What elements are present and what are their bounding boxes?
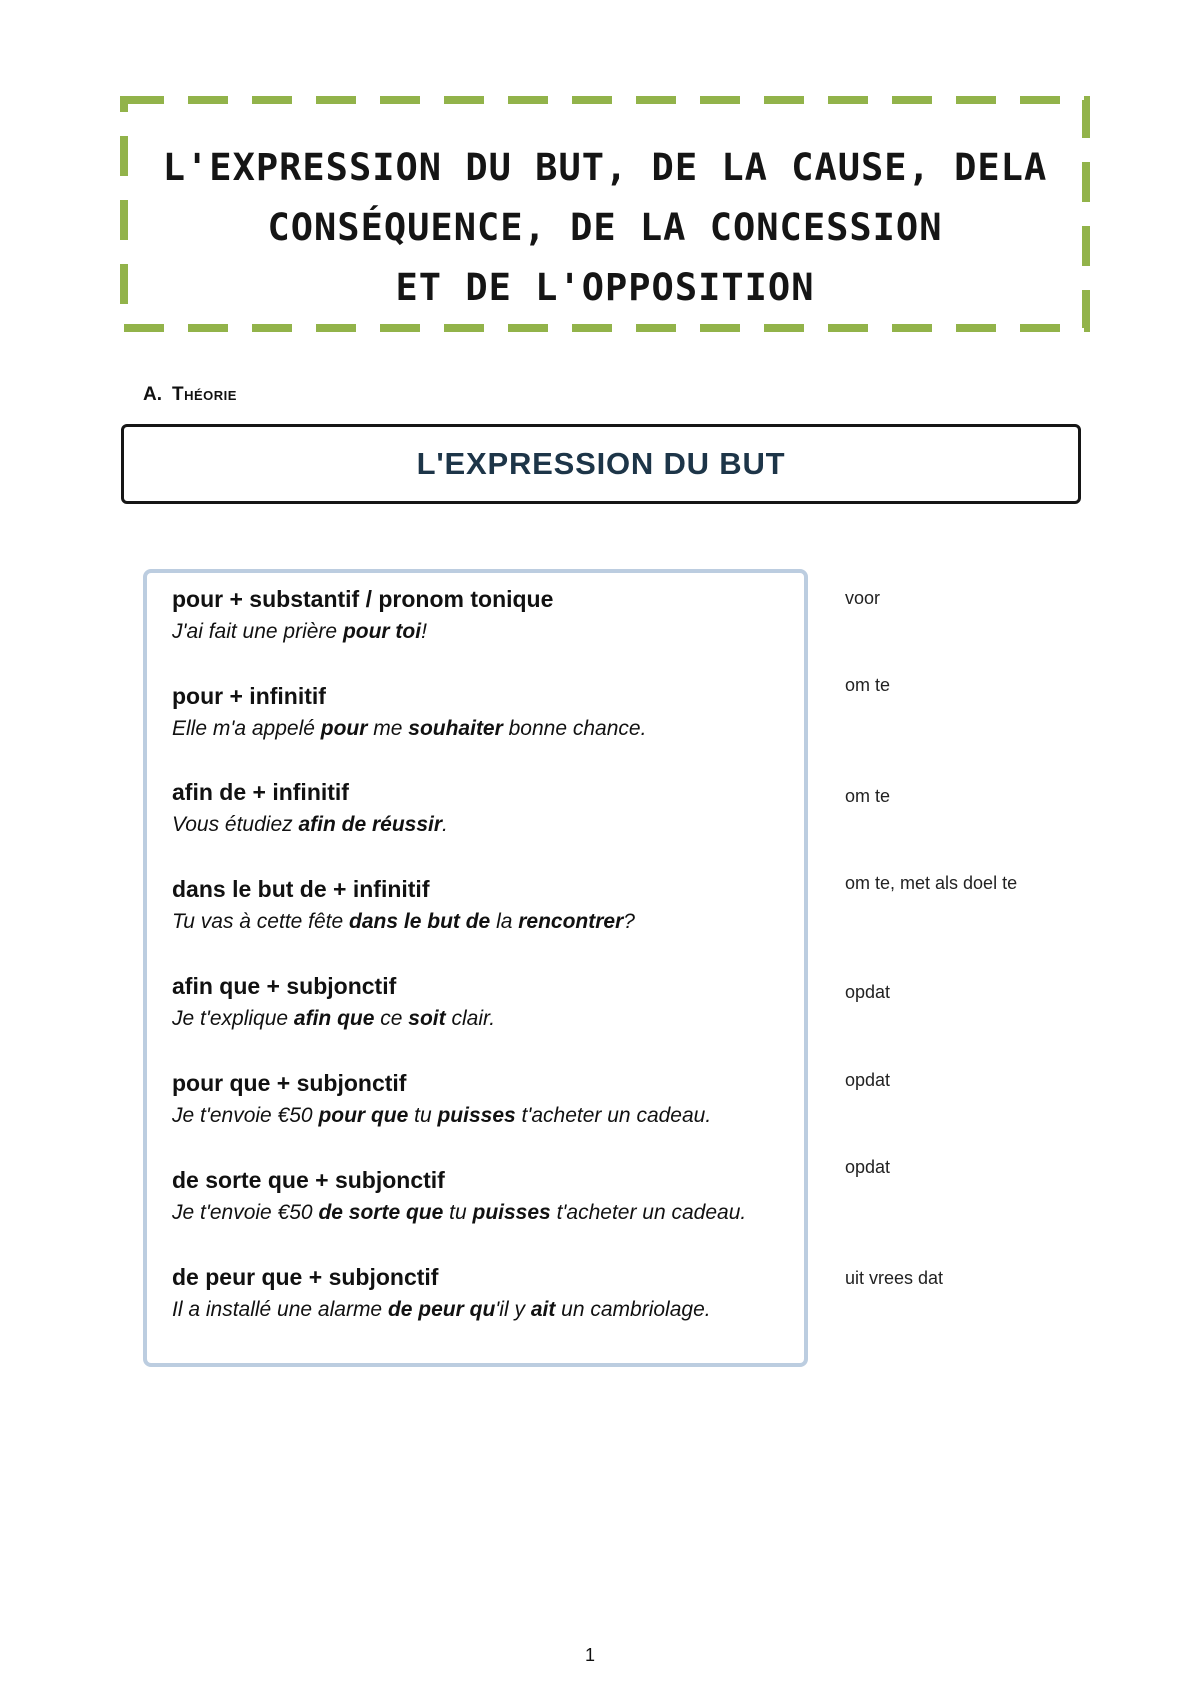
example-emphasis: pour toi	[342, 620, 422, 643]
page-number: 1	[584, 1645, 595, 1665]
rule-example	[172, 1005, 812, 1033]
example-text: un cambriolage.	[555, 1298, 711, 1321]
example-text: t'acheter un cadeau.	[515, 1104, 712, 1127]
rule-item	[172, 1263, 812, 1324]
example-text: Elle m'a appelé	[172, 717, 321, 740]
example-text: la	[490, 910, 519, 933]
rule-formula: dans le but de + infinitif	[172, 876, 430, 902]
example-emphasis: afin que	[293, 1007, 375, 1030]
rule-formula: pour + infinitif	[172, 683, 326, 709]
document-title-line-3: ET DE L'OPPOSITION	[395, 266, 815, 309]
example-text: bonne chance.	[502, 717, 647, 740]
example-text: ?	[623, 910, 635, 933]
example-text: Vous étudiez	[172, 813, 299, 836]
example-text: tu	[443, 1201, 473, 1224]
example-text: J'ai fait une prière	[172, 620, 343, 643]
example-text: clair.	[445, 1007, 496, 1030]
example-text: tu	[408, 1104, 438, 1127]
section-heading	[143, 384, 237, 406]
example-emphasis: puisses	[472, 1201, 551, 1224]
example-emphasis: puisses	[437, 1104, 516, 1127]
example-emphasis: afin de réussir	[298, 813, 443, 836]
example-text: Je t'explique	[172, 1007, 294, 1030]
rule-translation: om te	[845, 675, 891, 695]
rule-example	[172, 811, 812, 839]
subsection-title: L'EXPRESSION DU BUT	[416, 446, 786, 481]
example-text: Il a installé une alarme	[172, 1298, 388, 1321]
document-title-line-2: CONSÉQUENCE, DE LA CONCESSION	[267, 206, 943, 249]
rule-item	[172, 1069, 812, 1130]
example-emphasis: souhaiter	[408, 717, 503, 740]
example-emphasis: pour que	[318, 1104, 409, 1127]
rule-translation: opdat	[845, 1070, 891, 1090]
example-text: t'acheter un cadeau.	[550, 1201, 747, 1224]
rule-formula: de peur que + subjonctif	[172, 1264, 439, 1290]
rule-formula: afin que + subjonctif	[172, 973, 397, 999]
example-emphasis: ait	[530, 1298, 556, 1321]
rule-item	[172, 875, 812, 936]
example-emphasis: pour	[320, 717, 368, 740]
rule-translation: voor	[845, 588, 881, 608]
rule-formula: de sorte que + subjonctif	[172, 1167, 445, 1193]
rule-example	[172, 618, 812, 646]
rule-translation: om te, met als doel te	[845, 873, 1018, 893]
document-title-line-1: L'EXPRESSION DU BUT, DE LA CAUSE, DELA	[162, 146, 1048, 189]
document-title-box	[120, 96, 1090, 332]
rule-translation: opdat	[845, 982, 891, 1002]
example-emphasis: rencontrer	[518, 910, 624, 933]
section-title: Théorie	[172, 384, 237, 405]
rule-item	[172, 682, 812, 743]
rule-formula: afin de + infinitif	[172, 779, 349, 805]
rule-item	[172, 585, 812, 646]
rule-formula: pour que + subjonctif	[172, 1070, 407, 1096]
example-text: me	[367, 717, 409, 740]
example-text: .	[442, 813, 448, 836]
rule-translation: om te	[845, 786, 891, 806]
example-text: 'il y	[495, 1298, 531, 1321]
example-text: !	[421, 620, 427, 643]
example-text: Je t'envoie €50	[172, 1201, 319, 1224]
example-emphasis: dans le but de	[349, 910, 491, 933]
example-emphasis: de sorte que	[318, 1201, 444, 1224]
section-letter: A.	[143, 384, 162, 405]
subsection-banner	[121, 424, 1081, 504]
rule-example	[172, 908, 812, 936]
document-title	[120, 138, 1090, 318]
rule-example	[172, 1102, 812, 1130]
rule-item	[172, 778, 812, 839]
rule-item	[172, 972, 812, 1033]
example-emphasis: de peur qu	[387, 1298, 496, 1321]
example-text: Je t'envoie €50	[172, 1104, 319, 1127]
rule-translation: opdat	[845, 1157, 891, 1177]
example-text: ce	[374, 1007, 409, 1030]
rule-example	[172, 1296, 812, 1324]
example-emphasis: soit	[408, 1007, 446, 1030]
rule-example	[172, 715, 812, 743]
example-text: Tu vas à cette fête	[172, 910, 350, 933]
rule-item	[172, 1166, 812, 1227]
rule-example	[172, 1199, 812, 1227]
rule-translation: uit vrees dat	[845, 1268, 944, 1288]
rule-formula: pour + substantif / pronom tonique	[172, 586, 554, 612]
